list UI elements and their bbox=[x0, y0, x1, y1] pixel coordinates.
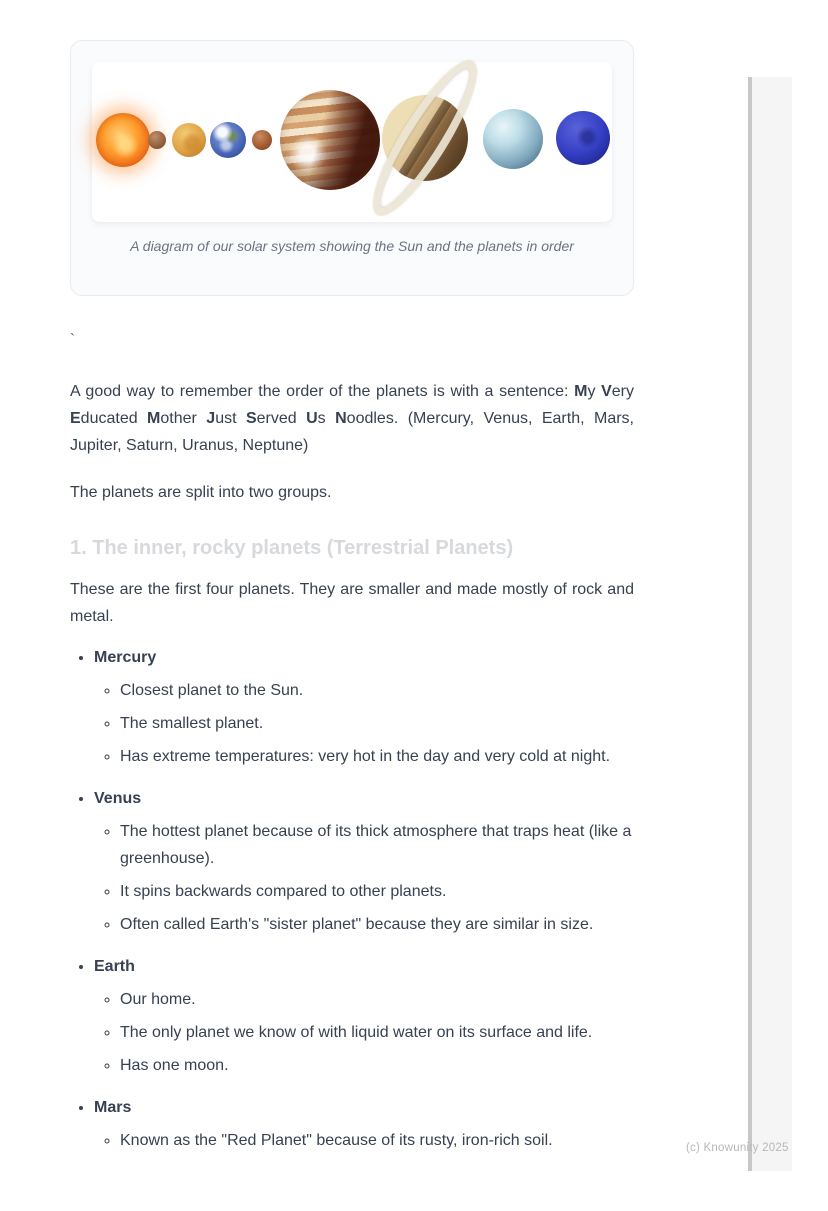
jupiter-planet-icon bbox=[280, 90, 380, 190]
mnemonic-text: other bbox=[160, 410, 207, 427]
planet-name: Mercury bbox=[94, 649, 157, 666]
mnemonic-text: oodles. (Mercury, Venus, Earth, Mars, Jupiter, Saturn, Uranus, Neptune) bbox=[70, 410, 634, 454]
planet-name: Mars bbox=[94, 1099, 132, 1116]
fact-item: ◦ The only planet we know of with liquid water on its surface and life. bbox=[120, 1019, 634, 1046]
scrollbar[interactable] bbox=[748, 77, 752, 1171]
figure-caption: A diagram of our solar system showing the Sun and the planets in order bbox=[130, 238, 574, 254]
venus-planet-icon bbox=[172, 123, 206, 157]
mnemonic-text: y bbox=[587, 383, 602, 400]
mnemonic-text: s bbox=[317, 410, 336, 427]
mars-facts-list bbox=[94, 1127, 634, 1154]
fact-item: ◦ Closest planet to the Sun. bbox=[120, 677, 634, 704]
venus-facts-list bbox=[94, 818, 634, 938]
mnemonic-bold-letter: V bbox=[601, 383, 612, 400]
section-intro-paragraph: These are the first four planets. They are smaller and made mostly of rock and metal. bbox=[70, 581, 634, 625]
mnemonic-bold-letter: S bbox=[245, 410, 257, 427]
uranus-planet-icon bbox=[483, 109, 543, 169]
section-heading-inner-planets: 1. The inner, rocky planets (Terrestrial Planets) bbox=[70, 537, 514, 559]
mnemonic-bold-letter: M bbox=[147, 410, 161, 427]
groups-paragraph: The planets are split into two groups. bbox=[70, 484, 332, 501]
fact-item: ◦ Has one moon. bbox=[120, 1052, 634, 1079]
mnemonic-bold-letter: E bbox=[70, 410, 81, 427]
mercury-planet-icon bbox=[148, 131, 166, 149]
fact-item: ◦ Our home. bbox=[120, 986, 634, 1013]
mnemonic-bold-letter: M bbox=[574, 383, 588, 400]
mercury-facts-list bbox=[94, 677, 634, 770]
mnemonic-text: erved bbox=[256, 410, 307, 427]
mnemonic-bold-letter: N bbox=[335, 410, 347, 427]
next-page-preview bbox=[752, 77, 792, 1171]
sun-icon bbox=[96, 113, 150, 167]
list-item-mars bbox=[94, 1094, 634, 1154]
mars-planet-icon bbox=[252, 130, 272, 150]
fact-item: ◦ Known as the "Red Planet" because of its rusty, iron-rich soil. bbox=[120, 1127, 634, 1154]
figure-card bbox=[70, 40, 634, 296]
earth-planet-icon bbox=[210, 122, 246, 158]
mnemonic-paragraph bbox=[70, 378, 634, 459]
document-body bbox=[70, 330, 634, 1154]
watermark-credit: (c) Knowunity 2025 bbox=[686, 1142, 789, 1154]
planet-name: Earth bbox=[94, 958, 135, 975]
stray-backtick: ` bbox=[70, 331, 75, 348]
planet-list bbox=[70, 644, 634, 1154]
document-page bbox=[0, 40, 828, 1211]
fact-item: ◦ Has extreme temperatures: very hot in the day and very cold at night. bbox=[120, 743, 634, 770]
fact-item: ◦ Often called Earth's "sister planet" because they are similar in size. bbox=[120, 911, 634, 938]
fact-item: ◦ The smallest planet. bbox=[120, 710, 634, 737]
fact-item: ◦ The hottest planet because of its thick atmosphere that traps heat (like a greenhouse). bbox=[120, 818, 634, 872]
mnemonic-text: ust bbox=[215, 410, 246, 427]
mnemonic-bold-letter: U bbox=[306, 410, 318, 427]
list-item-earth bbox=[94, 953, 634, 1079]
earth-facts-list bbox=[94, 986, 634, 1079]
mnemonic-text: ducated bbox=[80, 410, 148, 427]
neptune-planet-icon bbox=[556, 111, 610, 165]
list-item-venus bbox=[94, 785, 634, 938]
solar-system-image bbox=[92, 62, 612, 222]
mnemonic-text: ery bbox=[611, 383, 634, 400]
mnemonic-text: A good way to remember the order of the planets is with a sentence: bbox=[70, 383, 575, 400]
fact-item: ◦ It spins backwards compared to other planets. bbox=[120, 878, 634, 905]
list-item-mercury bbox=[94, 644, 634, 770]
mnemonic-bold-letter: J bbox=[206, 410, 216, 427]
planet-name: Venus bbox=[94, 790, 142, 807]
